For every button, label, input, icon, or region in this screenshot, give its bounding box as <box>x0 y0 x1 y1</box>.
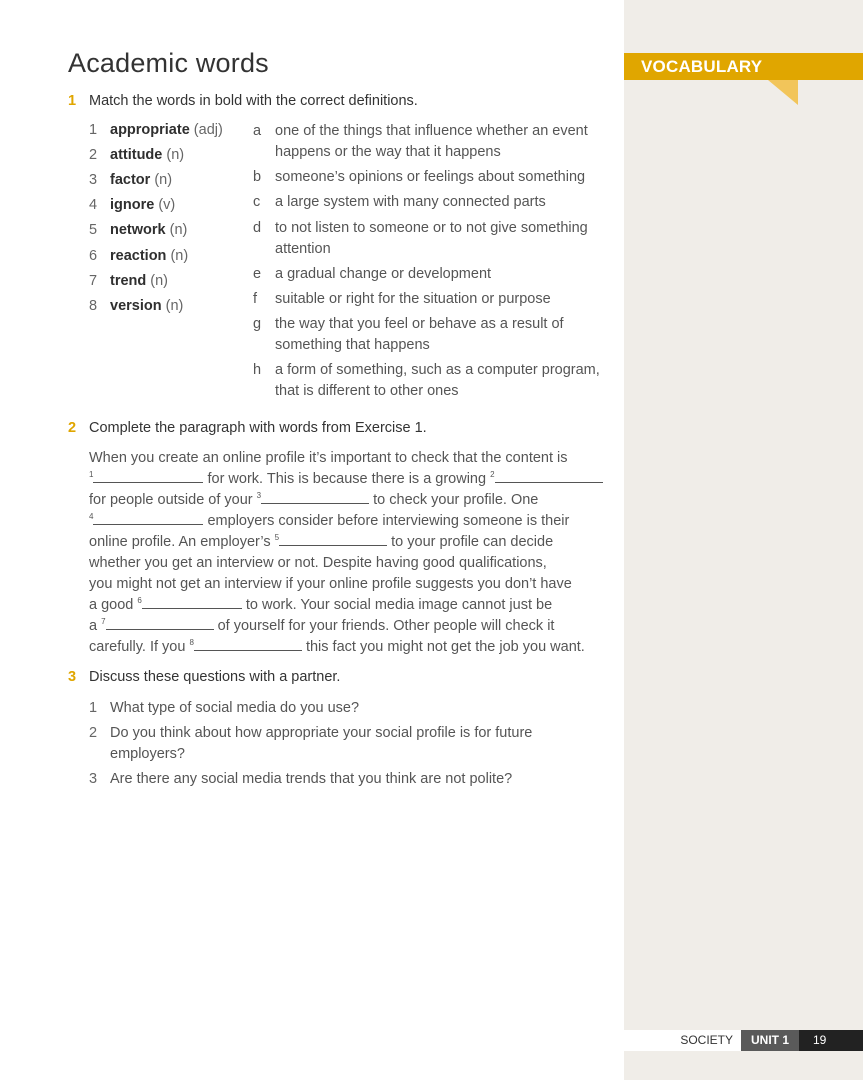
definition-item: f suitable or right for the situation or purpose <box>253 291 551 307</box>
exercise-instruction: Complete the paragraph with words from Exercise 1. <box>89 420 427 436</box>
word-item: 2 attitude (n) <box>89 147 185 163</box>
paragraph-line: online profile. An employer’s $^5$ to your profile can decide <box>89 533 554 550</box>
paragraph-line: for people outside of your $^3$ to check your profile. One <box>89 491 539 508</box>
exercise-1-heading <box>68 93 418 109</box>
page-number: 19 <box>799 1030 863 1051</box>
paragraph-line: a good $^6$ to work. Your social media image cannot just be <box>89 596 553 613</box>
exercise-3-heading <box>68 669 340 685</box>
definition-item: b someone’s opinions or feelings about something <box>253 169 586 185</box>
gap-blank <box>495 470 603 483</box>
exercise-number: 1 <box>68 93 77 109</box>
word-item: 3 factor (n) <box>89 172 173 188</box>
page-title: Academic words <box>68 48 269 78</box>
gap-blank <box>93 512 203 525</box>
paragraph-line: When you create an online profile it’s important to check that the content is <box>89 450 568 466</box>
exercise-instruction: Match the words in bold with the correct definitions. <box>89 93 418 109</box>
sidebar-panel <box>624 0 863 1080</box>
definition-item: e a gradual change or development <box>253 266 492 282</box>
paragraph-line: $^1$ for work. This is because there is a growing $^2$ <box>89 469 609 490</box>
paragraph-line: whether you get an interview or not. Despite having good qualifications, <box>89 555 547 571</box>
question-item: 3 Are there any social media trends that you think are not polite? <box>89 771 513 787</box>
definition-item: d to not listen to someone or to not give something attention <box>253 220 588 257</box>
definition-item: a one of the things that influence whether an event happens or the way that it happens <box>253 123 588 160</box>
exercise-2-heading <box>68 420 427 436</box>
footer-section-label: SOCIETY <box>624 1030 741 1051</box>
definition-item: c a large system with many connected parts <box>253 194 546 210</box>
page-footer <box>624 1030 863 1051</box>
paragraph-line: $^4$ employers consider before interviewing someone is their <box>89 512 570 529</box>
exercise-number: 2 <box>68 420 77 436</box>
gap-blank <box>93 470 203 483</box>
definition-item: g the way that you feel or behave as a result of something that happens <box>253 316 564 353</box>
paragraph-line: you might not get an interview if your online profile suggests you don’t have <box>89 576 572 592</box>
gap-blank <box>106 617 214 630</box>
exercise-number: 3 <box>68 669 77 685</box>
definition-item: h a form of something, such as a computer program, that is different to other ones <box>253 362 600 399</box>
paragraph-line: carefully. If you $^8$ this fact you might not get the job you want. <box>89 638 585 655</box>
word-item: 5 network (n) <box>89 222 188 238</box>
word-item: 1 appropriate (adj) <box>89 122 223 138</box>
vocabulary-tab: VOCABULARY <box>624 53 786 80</box>
exercise-instruction: Discuss these questions with a partner. <box>89 669 341 685</box>
footer-unit-label: UNIT 1 <box>741 1030 799 1051</box>
vocabulary-ribbon-tail <box>786 53 863 80</box>
gap-blank <box>279 533 387 546</box>
gap-blank <box>142 596 242 609</box>
word-item: 7 trend (n) <box>89 273 169 289</box>
gap-blank <box>194 638 302 651</box>
word-item: 4 ignore (v) <box>89 197 176 213</box>
paragraph-line: a $^7$ of yourself for your friends. Other people will check it <box>89 617 555 634</box>
gap-blank <box>261 491 369 504</box>
word-item: 8 version (n) <box>89 298 184 314</box>
question-item: 2 Do you think about how appropriate your social profile is for future employers? <box>89 725 533 762</box>
word-item: 6 reaction (n) <box>89 248 189 264</box>
question-item: 1 What type of social media do you use? <box>89 700 360 716</box>
